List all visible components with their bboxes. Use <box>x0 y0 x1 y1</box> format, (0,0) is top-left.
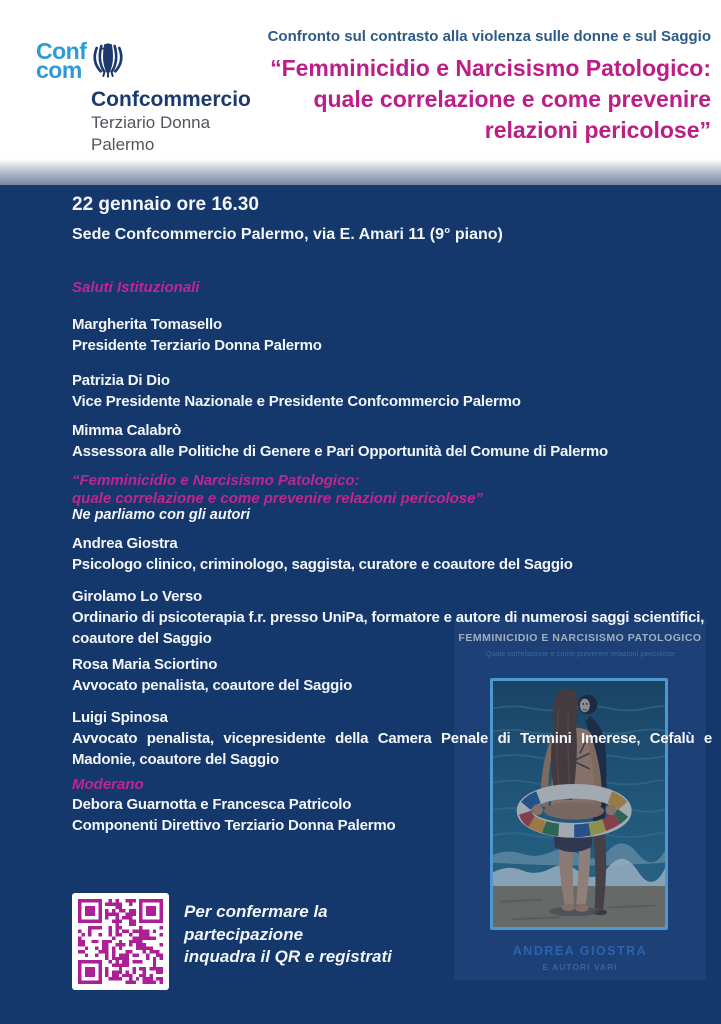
speaker-role: Assessora alle Politiche di Genere e Pari Opportunità del Comune di Palermo <box>72 443 608 460</box>
confcom-logo-line1: Conf <box>36 38 87 64</box>
org-subtitle-1: Terziario Donna <box>91 113 211 132</box>
author-sciortino <box>72 654 712 696</box>
book-cover-author: ANDREA GIOSTRA <box>512 944 648 958</box>
book-cover-author-sub: E AUTORI VARI <box>542 962 618 972</box>
event-title <box>191 53 711 146</box>
book-cover-subtitle: Quale correlazione e come prevenire relazioni pericolose <box>485 649 675 658</box>
author-lo-verso <box>72 586 712 649</box>
author-role: Avvocato penalista, vicepresidente della Camera Penale di Termini Imerese, Cefalù e Madonie, coautore del Saggio <box>72 730 712 768</box>
author-giostra <box>72 533 712 575</box>
qr-caption-line3: inquadra il QR e registrati <box>184 947 392 966</box>
event-title-line2: quale correlazione e come prevenire <box>313 86 711 112</box>
speaker-name: Patrizia Di Dio <box>72 372 170 389</box>
speaker-calabro <box>72 420 712 462</box>
confcom-logo <box>36 38 87 83</box>
book-heading-line2: quale correlazione e come prevenire relazioni pericolose” <box>72 489 483 507</box>
speaker-di-dio <box>72 370 712 412</box>
author-role: Avvocato penalista, coautore del Saggio <box>72 677 353 694</box>
speaker-role: Vice Presidente Nazionale e Presidente Confcommercio Palermo <box>72 393 521 410</box>
author-name: Andrea Giostra <box>72 535 178 552</box>
author-name: Girolamo Lo Verso <box>72 588 202 605</box>
speaker-role: Presidente Terziario Donna Palermo <box>72 337 322 354</box>
event-title-line3: relazioni pericolose” <box>484 117 711 143</box>
event-date: 22 gennaio ore 16.30 <box>72 194 259 215</box>
qr-caption-line1: Per confermare la <box>184 902 328 921</box>
qr-caption <box>184 901 484 969</box>
author-spinosa <box>72 707 712 770</box>
title-block <box>191 28 711 146</box>
qr-code-box <box>72 893 169 990</box>
qr-code <box>78 899 163 984</box>
event-venue: Sede Confcommercio Palermo, via E. Amari 11 (9° piano) <box>72 226 503 243</box>
saluti-heading: Saluti Istituzionali <box>72 279 200 296</box>
author-name: Luigi Spinosa <box>72 709 168 726</box>
header <box>0 0 721 159</box>
confcommercio-eagle-icon <box>88 40 128 80</box>
org-name: Confcommercio <box>91 88 251 111</box>
org-subtitle-2: Palermo <box>91 135 155 154</box>
qr-caption-line2: partecipazione <box>184 924 304 944</box>
authors-intro: Ne parliamo con gli autori <box>72 507 251 523</box>
moderators-heading: Moderano <box>72 776 144 793</box>
moderators-role: Componenti Direttivo Terziario Donna Palermo <box>72 817 396 834</box>
speaker-name: Margherita Tomasello <box>72 316 222 333</box>
header-gradient-divider <box>0 159 721 185</box>
author-role: Psicologo clinico, criminologo, saggista, curatore e coautore del Saggio <box>72 556 573 573</box>
confcom-logo-line2: com <box>36 57 82 83</box>
event-title-line1: “Femminicidio e Narcisismo Patologico: <box>270 55 711 81</box>
speaker-tomasello <box>72 314 712 356</box>
book-section-heading <box>72 472 672 507</box>
moderators <box>72 794 712 836</box>
author-name: Rosa Maria Sciortino <box>72 656 218 673</box>
event-kicker: Confronto sul contrasto alla violenza sulle donne e sul Saggio <box>267 28 711 45</box>
author-role: Ordinario di psicoterapia f.r. presso UniPa, formatore e autore di numerosi saggi scientifici, coautore del Saggio <box>72 609 705 647</box>
book-cover-title: FEMMINICIDIO E NARCISISMO PATOLOGICO <box>458 632 702 644</box>
speaker-name: Mimma Calabrò <box>72 422 182 439</box>
moderators-names: Debora Guarnotta e Francesca Patricolo <box>72 796 352 813</box>
book-heading-line1: “Femminicidio e Narcisismo Patologico: <box>72 472 360 489</box>
